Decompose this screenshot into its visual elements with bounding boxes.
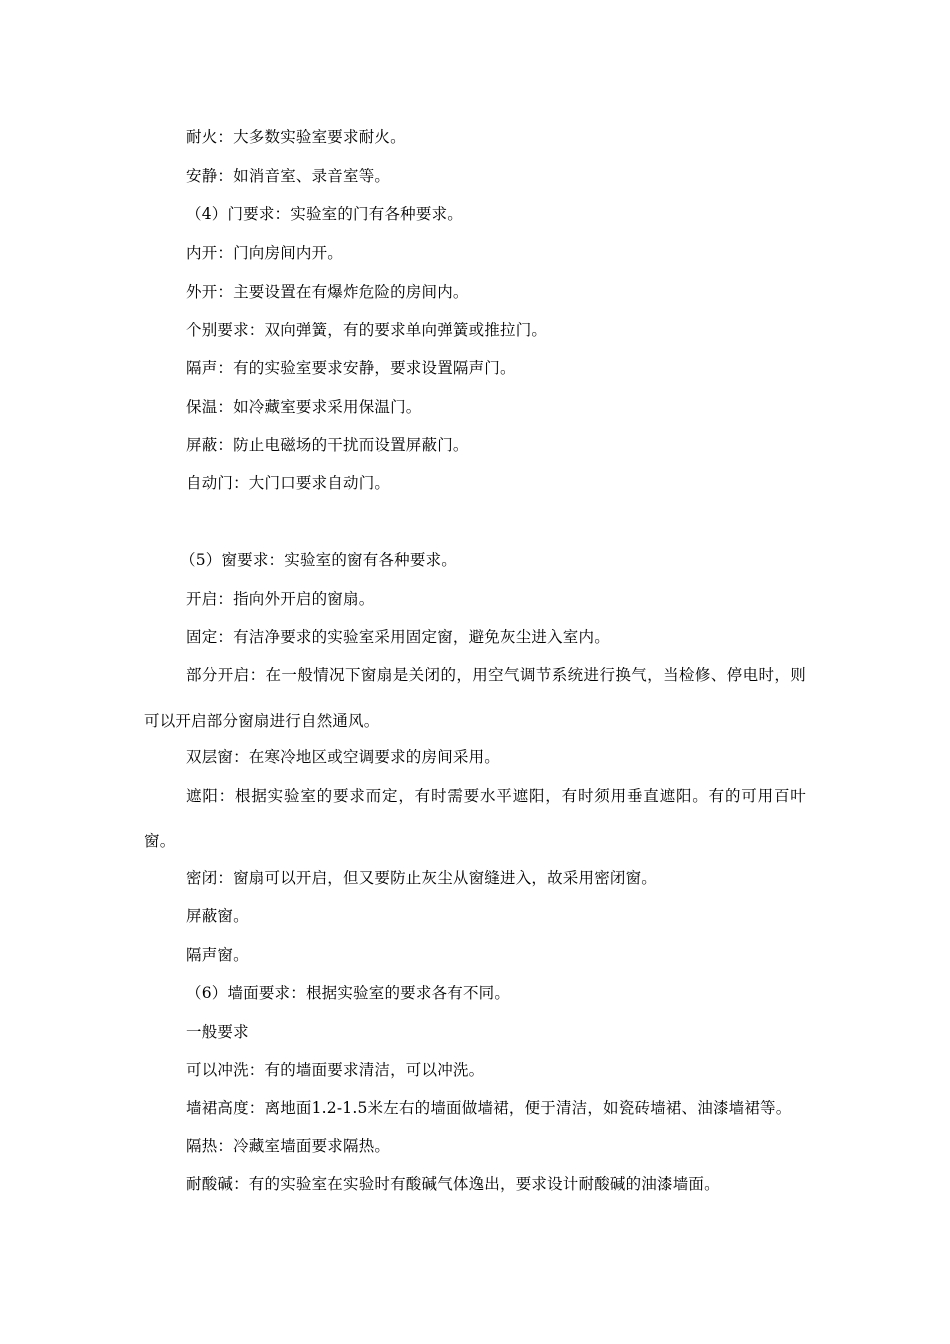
- paragraph-shielding: 屏蔽：防止电磁场的干扰而设置屏蔽门。: [186, 436, 469, 454]
- paragraph-partial-opening: 部分开启：在一般情况下窗扇是关闭的，用空气调节系统进行换气，当检修、停电时，则: [186, 666, 806, 684]
- paragraph-acid-alkali-resistance: 耐酸碱：有的实验室在实验时有酸碱气体逸出，要求设计耐酸碱的油漆墙面。: [186, 1175, 720, 1193]
- paragraph-shielded-window: 屏蔽窗。: [186, 907, 249, 925]
- paragraph-general-requirements: 一般要求: [186, 1023, 249, 1041]
- paragraph-window-opening: 开启：指向外开启的窗扇。: [186, 590, 375, 608]
- paragraph-washable: 可以冲洗：有的墙面要求清洁，可以冲洗。: [186, 1061, 485, 1079]
- paragraph-automatic-door: 自动门：大门口要求自动门。: [186, 474, 391, 492]
- paragraph-wall-insulation: 隔热：冷藏室墙面要求隔热。: [186, 1137, 391, 1155]
- paragraph-shading: 遮阳：根据实验室的要求而定，有时需要水平遮阳，有时须用垂直遮阳。有的可用百叶: [186, 787, 806, 805]
- paragraph-soundproof-window: 隔声窗。: [186, 946, 249, 964]
- paragraph-inward-opening: 内开：门向房间内开。: [186, 244, 344, 262]
- paragraph-dado-height: 墙裙高度：离地面1.2-1.5米左右的墙面做墙裙，便于清洁，如瓷砖墙裙、油漆墙裙等。: [186, 1099, 792, 1117]
- paragraph-double-window: 双层窗：在寒冷地区或空调要求的房间采用。: [186, 748, 501, 766]
- paragraph-sound-insulation: 隔声：有的实验室要求安静，要求设置隔声门。: [186, 359, 516, 377]
- section-heading-walls: （6）墙面要求：根据实验室的要求各有不同。: [186, 984, 511, 1002]
- paragraph-shading-cont: 窗。: [144, 832, 176, 850]
- section-heading-doors: （4）门要求：实验室的门有各种要求。: [186, 205, 463, 223]
- section-heading-windows: （5）窗要求：实验室的窗有各种要求。: [180, 551, 457, 569]
- paragraph-partial-opening-cont: 可以开启部分窗扇进行自然通风。: [144, 712, 380, 730]
- paragraph-thermal-insulation: 保温：如冷藏室要求采用保温门。: [186, 398, 422, 416]
- paragraph-outward-opening: 外开：主要设置在有爆炸危险的房间内。: [186, 283, 469, 301]
- paragraph-special-requirements: 个别要求：双向弹簧，有的要求单向弹簧或推拉门。: [186, 321, 548, 339]
- paragraph-fire-resistance: 耐火：大多数实验室要求耐火。: [186, 128, 406, 146]
- paragraph-sealed-window: 密闭：窗扇可以开启，但又要防止灰尘从窗缝进入，故采用密闭窗。: [186, 869, 658, 887]
- paragraph-fixed-window: 固定：有洁净要求的实验室采用固定窗，避免灰尘进入室内。: [186, 628, 610, 646]
- paragraph-quiet: 安静：如消音室、录音室等。: [186, 167, 391, 185]
